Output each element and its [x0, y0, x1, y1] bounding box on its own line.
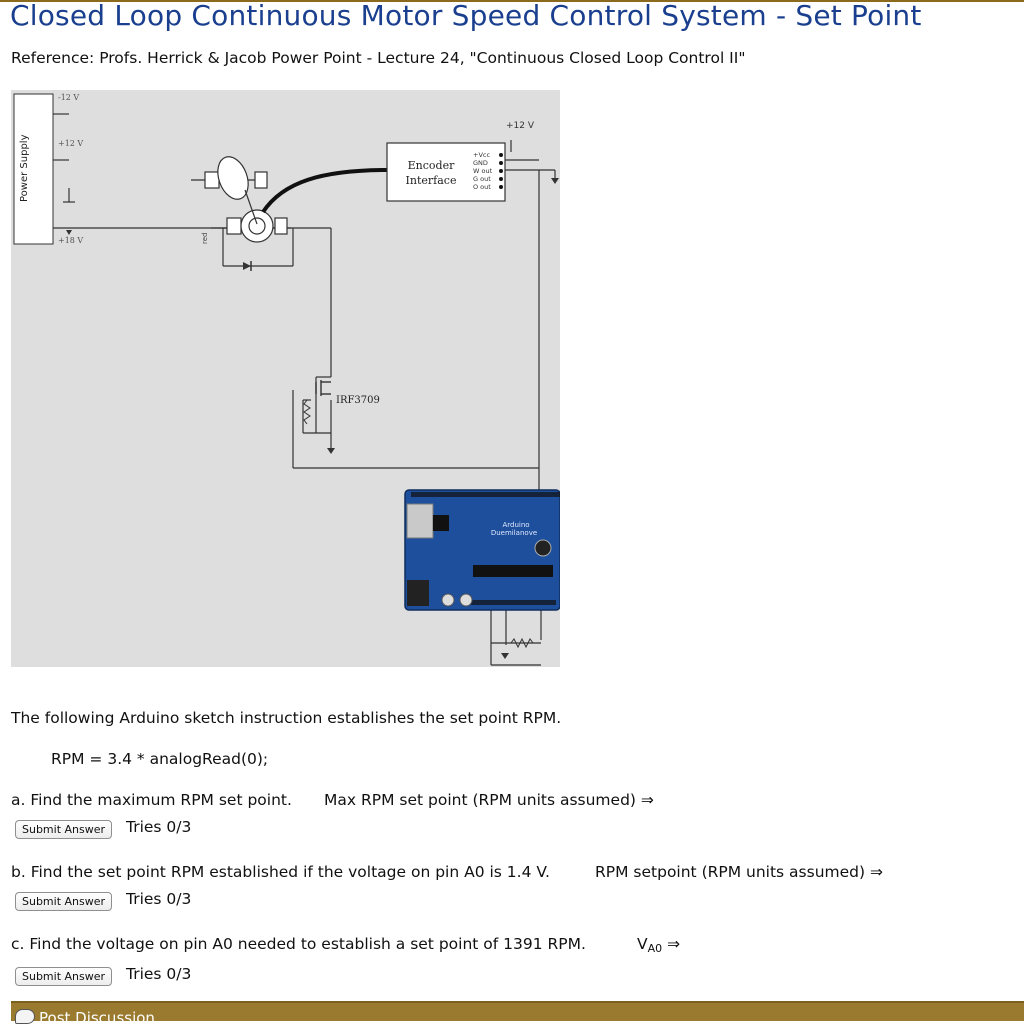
- question-a-prompt: a. Find the maximum RPM set point.: [11, 791, 292, 809]
- page-title: Closed Loop Continuous Motor Speed Control System - Set Point: [10, 0, 922, 32]
- question-c-label-main: V: [637, 935, 648, 953]
- question-c-label-arrow: ⇒: [667, 935, 681, 953]
- question-a-answer-label: Max RPM set point (RPM units assumed) ⇒: [324, 791, 654, 809]
- encoder-pin-label: G out: [473, 175, 491, 183]
- arduino-label-2: Duemilanove: [490, 529, 538, 537]
- label-plus12v-right: +12 V: [506, 121, 535, 131]
- question-b-submit-button[interactable]: Submit Answer: [15, 892, 112, 911]
- question-b-answer-input[interactable]: [908, 863, 1008, 883]
- question-a-answer-input[interactable]: [682, 791, 802, 811]
- label-plus12v-left: +12 V: [58, 139, 84, 148]
- power-supply-label: Power Supply: [19, 134, 30, 202]
- question-c-submit-button[interactable]: Submit Answer: [15, 967, 112, 986]
- circuit-diagram: [11, 90, 560, 667]
- encoder-pin-dot: [499, 161, 503, 165]
- question-b-answer-label: RPM setpoint (RPM units assumed) ⇒: [595, 863, 883, 881]
- encoder-title-2: Interface: [405, 174, 457, 187]
- mosfet-label: IRF3709: [336, 395, 380, 406]
- circuit-figure: [11, 90, 560, 667]
- question-c-label-sub: A0: [647, 942, 663, 955]
- arduino-label-1: Arduino: [502, 521, 530, 529]
- encoder-pin-dot: [499, 169, 503, 173]
- question-c-answer-label: [637, 935, 680, 955]
- encoder-pin-label: O out: [473, 183, 491, 191]
- question-a-submit-button[interactable]: Submit Answer: [15, 820, 112, 839]
- question-c-answer-input[interactable]: [698, 935, 818, 955]
- code-line: RPM = 3.4 * analogRead(0);: [51, 750, 269, 768]
- encoder-pin-dot: [499, 185, 503, 189]
- question-c-tries: Tries 0/3: [126, 965, 192, 983]
- question-b-prompt: b. Find the set point RPM established if the voltage on pin A0 is 1.4 V.: [11, 863, 550, 881]
- question-b-tries: Tries 0/3: [126, 890, 192, 908]
- encoder-pin-dot: [499, 153, 503, 157]
- intro-text: The following Arduino sketch instruction establishes the set point RPM.: [11, 709, 562, 727]
- encoder-pin-label: GND: [473, 159, 488, 167]
- reference-text: Reference: Profs. Herrick & Jacob Power Point - Lecture 24, "Continuous Closed Loop Control II": [11, 49, 746, 67]
- question-c-prompt: c. Find the voltage on pin A0 needed to establish a set point of 1391 RPM.: [11, 935, 586, 953]
- encoder-pin-dot: [499, 177, 503, 181]
- encoder-pin-label: W out: [473, 167, 493, 175]
- post-discussion-bar[interactable]: [11, 1001, 1024, 1027]
- encoder-pin-label: +Vcc: [473, 151, 491, 159]
- label-plus18v: +18 V: [58, 236, 84, 245]
- post-discussion-link[interactable]: Post Discussion: [39, 1009, 155, 1027]
- question-a-tries: Tries 0/3: [126, 818, 192, 836]
- discussion-bubble-icon: [15, 1009, 35, 1024]
- encoder-title-1: Encoder: [407, 159, 455, 172]
- label-minus12v: -12 V: [58, 93, 80, 102]
- wire-label: red: [201, 232, 209, 244]
